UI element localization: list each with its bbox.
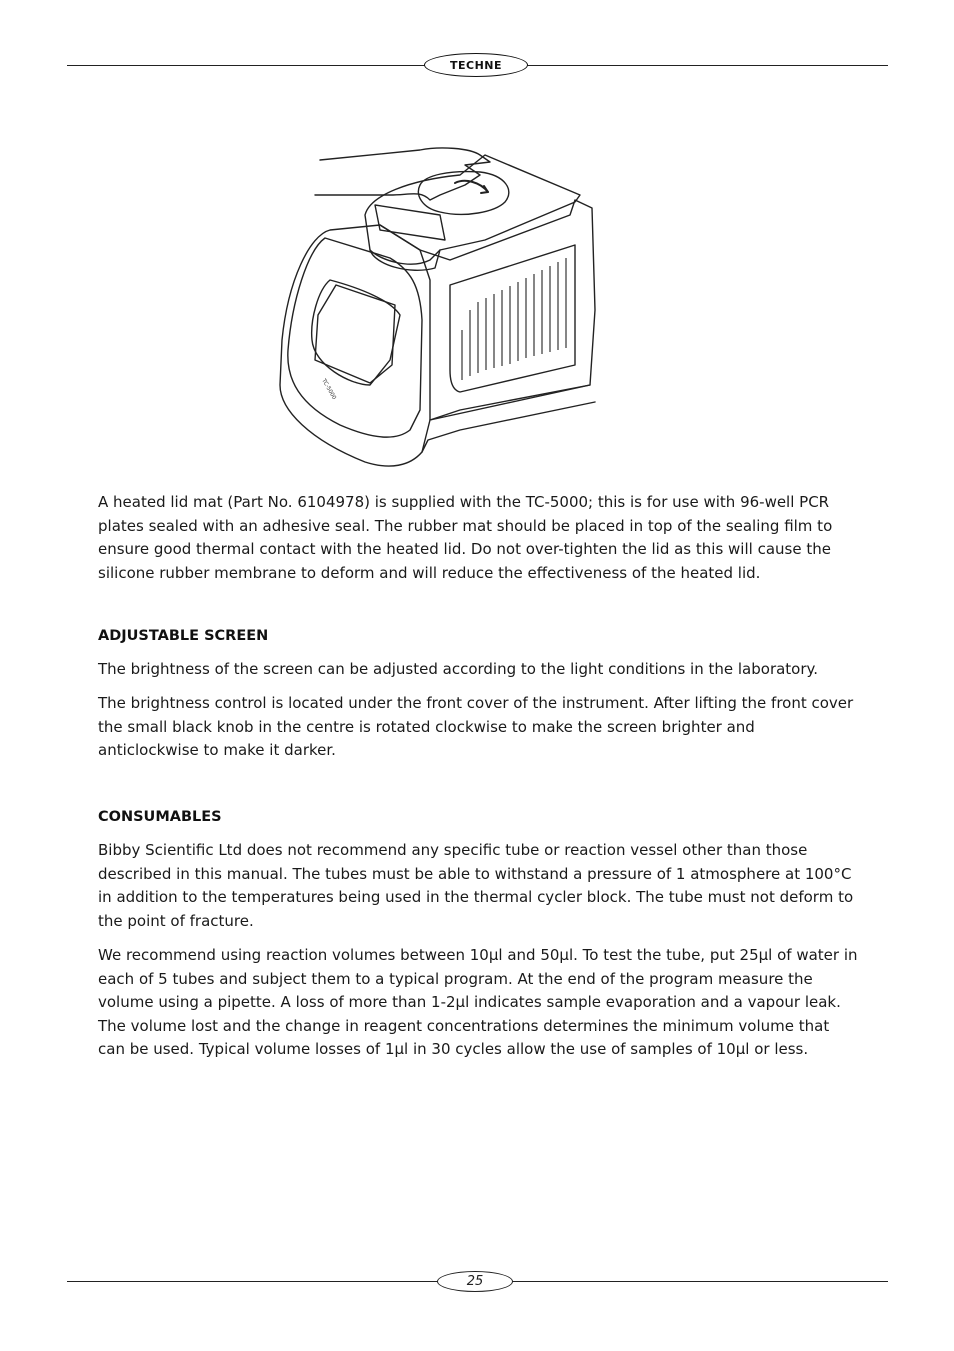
screen-paragraph-1: The brightness of the screen can be adjusted according to the light conditions in the laboratory. (98, 660, 819, 678)
side-vent-panel (450, 245, 575, 392)
instrument-body-outline (280, 200, 595, 466)
consumables-paragraph-1: Bibby Scientific Ltd does not recommend any specific tube or reaction vessel other than those described in this manual. The tubes must be able to withstand a pressure of 1 atmosphere at 100°C in addition to the temperatures being used in the thermal cycler block. The tube must not deform to the point of fracture. (98, 841, 854, 930)
front-panel (288, 238, 422, 437)
screen-model-label: TC-5000 (320, 378, 337, 401)
base-line (430, 385, 590, 420)
page-number: 25 (466, 1274, 484, 1289)
intro-paragraph: A heated lid mat (Part No. 6104978) is supplied with the TC-5000; this is for use with 96-well PCR plates sealed with an adhesive seal. The rubber mat should be placed in top of the sealing film to ensure good thermal contact with the heated lid. Do not over-tighten the lid as this will cause the silicone rubber membrane to deform and will reduce the effectiveness of the heated lid. (98, 493, 833, 582)
section-heading-consumables: CONSUMABLES (98, 809, 222, 825)
hand-outline (315, 148, 490, 200)
logo-text: TECHNE (449, 58, 503, 72)
consumables-paragraph-2: We recommend using reaction volumes between 10µl and 50µl. To test the tube, put 25µl of water in each of 5 tubes and subject them to a typical program. At the end of the program measure the volume using a pipette. A loss of more than 1-2µl indicates sample evaporation and a vapour leak. The volume lost and the change in reagent concentrations determines the minimum volume that can be used. Typical volume losses of 1µl in 30 cycles allow the use of samples of 10µl or less. (98, 946, 858, 1059)
page-number-badge (437, 1271, 513, 1292)
instrument-illustration (270, 140, 610, 475)
base-lower-line (422, 402, 595, 452)
screen-paragraph-2: The brightness control is located under the front cover of the instrument. After lifting the front cover the small black knob in the centre is rotated clockwise to make the screen brighter and anticlockwise to make it darker. (98, 694, 854, 760)
section-heading-adjustable-screen: ADJUSTABLE SCREEN (98, 628, 269, 644)
techne-logo (424, 53, 528, 77)
lid-handle (418, 172, 508, 215)
